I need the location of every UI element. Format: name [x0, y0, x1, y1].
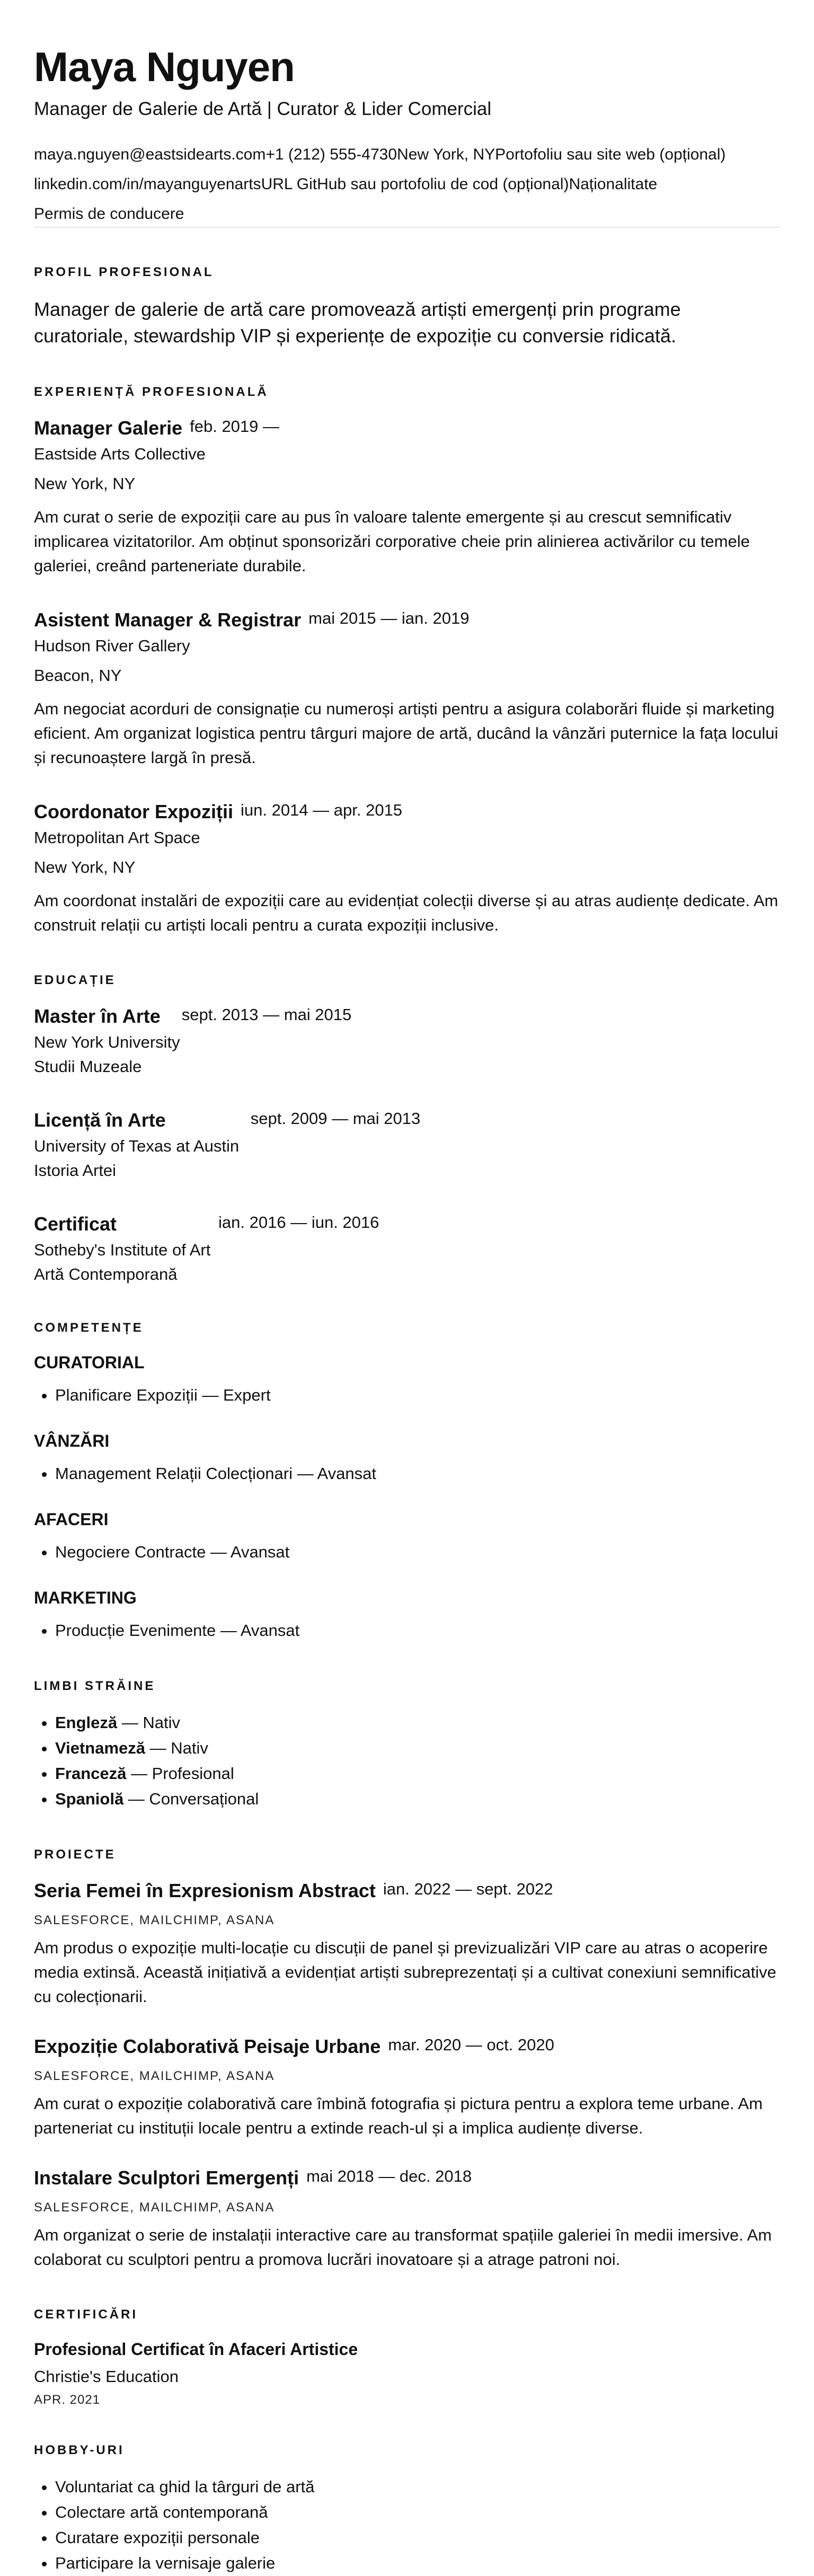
skills-section: [34, 1320, 780, 1643]
hobby-item: • Voluntariat ca ghid la târguri de artă: [55, 2474, 780, 2500]
contact-phone[interactable]: +1 (212) 555-4730: [266, 146, 397, 163]
degree-field: Studii Muzeale: [34, 1057, 142, 1076]
job-description: Am coordonat instalări de expoziții care au evidențiat colecții diverse și au atras audiențe dedicate. Am construit relații cu artiști locali pentru a curata expoziții inclusive.: [34, 891, 778, 934]
project-date: ian. 2022 — sept. 2022: [383, 1880, 553, 1898]
experience-entry: [34, 800, 780, 937]
summary-title: PROFIL PROFESIONAL: [34, 265, 214, 279]
degree-school: Sotheby's Institute of Art: [34, 1241, 211, 1259]
contact-row-3: [34, 203, 780, 225]
job-date: feb. 2019 —: [190, 417, 280, 436]
project-date: mai 2018 — dec. 2018: [306, 2167, 472, 2185]
certifications-title: CERTIFICĂRI: [34, 2307, 138, 2322]
hobby-item: • Participare la vernisaje galerie: [55, 2551, 780, 2576]
language-item: [55, 1761, 780, 1786]
language-level: — Nativ: [145, 1739, 208, 1757]
candidate-name: Maya Nguyen: [34, 43, 295, 90]
degree-school: University of Texas at Austin: [34, 1137, 240, 1155]
degree-field: Artă Contemporană: [34, 1265, 178, 1283]
skill-item: • Producție Evenimente — Avansat: [55, 1618, 780, 1643]
education-entry: [34, 1212, 780, 1285]
language-level: — Nativ: [117, 1713, 181, 1732]
summary-text: Manager de galerie de artă care promovează artiști emergenți prin programe curatoriale, stewardship VIP și experiențe de expoziție cu conversie ridicată.: [34, 298, 681, 347]
project-description: Am organizat o serie de instalații interactive care au transformat spațiile galeriei în medii imersive. Am colaborat cu sculptori pentru a promova lucrări inovatoare și a atrage patroni noi.: [34, 2226, 772, 2269]
contact-row-2: [34, 174, 780, 195]
experience-section: [34, 384, 780, 937]
contact-location: New York, NY: [397, 146, 496, 163]
language-level: — Conversațional: [123, 1790, 259, 1808]
skill-item: • Management Relații Colecționari — Avansat: [55, 1461, 780, 1486]
skill-category: CURATORIAL: [34, 1353, 145, 1372]
job-company: Metropolitan Art Space: [34, 828, 200, 847]
certifications-section: [34, 2307, 780, 2407]
projects-section: [34, 1847, 780, 2272]
contact-email[interactable]: maya.nguyen@eastsidearts.com: [34, 146, 266, 163]
summary-section: [34, 264, 780, 349]
skill-group: [34, 1352, 780, 1408]
job-description: Am curat o serie de expoziții care au pus în valoare talente emergente și au crescut semnificativ implicarea vizitatorilor. Am obținut sponsorizări corporative cheie prin alinierea activărilor cu temele galeriei, creând parteneriate durabile.: [34, 508, 750, 575]
language-name: Engleză: [55, 1713, 118, 1732]
experience-entry: [34, 608, 780, 770]
degree-date: sept. 2013 — mai 2015: [181, 1005, 352, 1024]
certification-name: Profesional Certificat în Afaceri Artistice: [34, 2340, 358, 2359]
skill-category: VÂNZĂRI: [34, 1431, 110, 1450]
hobbies-section: [34, 2442, 780, 2576]
hobby-item: • Curatare expoziții personale: [55, 2525, 780, 2551]
skill-category: AFACERI: [34, 1510, 109, 1529]
job-company: Eastside Arts Collective: [34, 445, 206, 463]
education-entry: [34, 1108, 780, 1181]
project-date: mar. 2020 — oct. 2020: [388, 2035, 554, 2054]
skill-category: MARKETING: [34, 1588, 137, 1607]
job-title: Asistent Manager & Registrar: [34, 609, 302, 631]
language-name: Franceză: [55, 1764, 127, 1783]
experience-title: EXPERIENȚĂ PROFESIONALĂ: [34, 385, 269, 399]
job-location: New York, NY: [34, 858, 136, 877]
skills-title: COMPETENȚE: [34, 1321, 144, 1335]
language-item: [55, 1736, 780, 1761]
languages-title: LIMBI STRĂINE: [34, 1679, 156, 1693]
hobbies-list: [34, 2474, 780, 2576]
degree-field: Istoria Artei: [34, 1161, 117, 1180]
experience-entry: [34, 416, 780, 578]
job-description: Am negociat acorduri de consignație cu numeroși artiști pentru a asigura colaborări fluide și marketing eficient. Am organizat logistica pentru târguri majore de artă, ducând la vânzări puternice la fața locului și recunoaștere largă în presă.: [34, 700, 778, 767]
project-tags: SALESFORCE, MAILCHIMP, ASANA: [34, 2069, 275, 2083]
job-date: mai 2015 — ian. 2019: [308, 609, 470, 627]
education-entry: [34, 1004, 780, 1077]
education-title: EDUCAȚIE: [34, 973, 116, 987]
project-description: Am produs o expoziție multi-locație cu discuții de panel și previzualizări VIP care au atras o acoperire media extinsă. Această inițiativă a evidențiat artiști subreprezentați și a cultivat conexiuni semnificative cu colecționarii.: [34, 1938, 776, 2006]
project-tags: SALESFORCE, MAILCHIMP, ASANA: [34, 1913, 275, 1927]
degree-school: New York University: [34, 1033, 180, 1051]
language-item: [55, 1710, 780, 1736]
degree-date: sept. 2009 — mai 2013: [250, 1109, 421, 1128]
contact-nationality: Naționalitate: [569, 175, 658, 193]
project-title: Seria Femei în Expresionism Abstract: [34, 1880, 376, 1901]
languages-section: [34, 1678, 780, 1812]
skill-group: [34, 1430, 780, 1486]
project-entry: [34, 2166, 780, 2272]
certification-date: APR. 2021: [34, 2393, 101, 2407]
projects-title: PROIECTE: [34, 1847, 116, 1862]
degree-date: ian. 2016 — iun. 2016: [218, 1213, 379, 1232]
project-title: Instalare Sculptori Emergenți: [34, 2167, 299, 2189]
skill-group: [34, 1587, 780, 1643]
skill-group: [34, 1509, 780, 1565]
project-entry: [34, 2034, 780, 2140]
certification-org: Christie's Education: [34, 2367, 179, 2386]
job-title: Manager Galerie: [34, 417, 183, 439]
contact-website[interactable]: Portofoliu sau site web (opțional): [495, 146, 726, 163]
project-title: Expoziție Colaborativă Peisaje Urbane: [34, 2035, 381, 2057]
language-name: Vietnameză: [55, 1739, 146, 1757]
job-location: New York, NY: [34, 474, 136, 493]
job-date: iun. 2014 — apr. 2015: [240, 801, 403, 819]
language-item: [55, 1786, 780, 1812]
languages-list: [34, 1710, 780, 1812]
language-level: — Profesional: [126, 1764, 234, 1783]
certification-entry: [34, 2339, 780, 2407]
contact-linkedin[interactable]: linkedin.com/in/mayanguyenarts: [34, 175, 261, 193]
project-tags: SALESFORCE, MAILCHIMP, ASANA: [34, 2200, 275, 2215]
degree-title: Licență în Arte: [34, 1109, 166, 1131]
resume-header: [34, 42, 780, 227]
project-description: Am curat o expoziție colaborativă care îmbină fotografia și pictura pentru a explora teme urbane. Am parteneriat cu instituții locale pentru a extinde reach-ul și a implica audiențe diverse.: [34, 2094, 763, 2137]
hobbies-title: HOBBY-URI: [34, 2443, 125, 2457]
skill-item: • Negociere Contracte — Avansat: [55, 1539, 780, 1565]
job-company: Hudson River Gallery: [34, 636, 190, 655]
degree-title: Master în Arte: [34, 1005, 161, 1027]
skill-item: • Planificare Expoziții — Expert: [55, 1383, 780, 1408]
job-title: Coordonator Expoziții: [34, 801, 233, 822]
degree-title: Certificat: [34, 1213, 117, 1235]
hobby-item: • Colectare artă contemporană: [55, 2500, 780, 2525]
job-location: Beacon, NY: [34, 666, 122, 685]
contact-github[interactable]: URL GitHub sau portofoliu de cod (opțional): [261, 175, 569, 193]
language-name: Spaniolă: [55, 1790, 124, 1808]
candidate-headline: Manager de Galerie de Artă | Curator & Lider Comercial: [34, 99, 492, 119]
education-section: [34, 972, 780, 1285]
contact-license: Permis de conducere: [34, 205, 184, 223]
project-entry: [34, 1879, 780, 2009]
contact-row-1: [34, 144, 780, 165]
